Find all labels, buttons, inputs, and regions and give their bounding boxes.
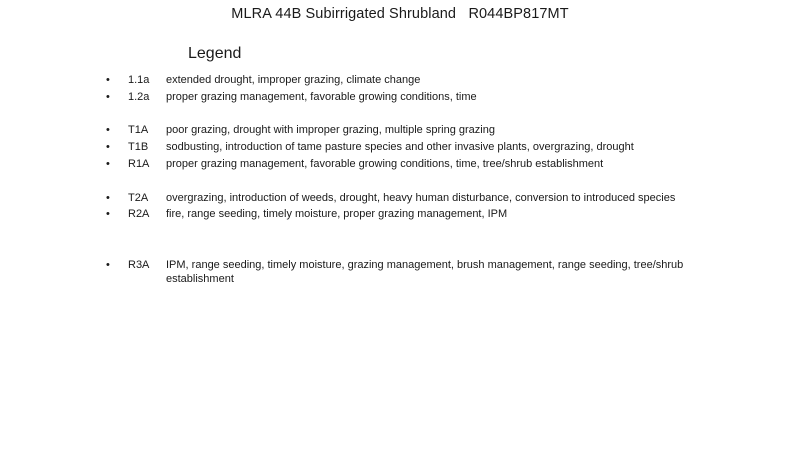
bullet-icon: • xyxy=(106,208,110,220)
bullet-icon: • xyxy=(106,192,110,204)
legend-heading: Legend xyxy=(188,45,242,62)
bullet-icon: • xyxy=(106,158,110,170)
legend-code: T1B xyxy=(128,141,149,153)
bullet-icon: • xyxy=(106,91,110,103)
bullet-icon: • xyxy=(106,124,110,136)
legend-description: proper grazing management, favorable growing conditions, time, tree/shrub establishment xyxy=(166,158,604,170)
bullet-icon: • xyxy=(106,259,110,271)
legend-code: T2A xyxy=(128,192,149,204)
legend-code: R3A xyxy=(128,259,150,271)
legend-code: T1A xyxy=(128,124,149,136)
legend-code: R1A xyxy=(128,158,150,170)
bullet-icon: • xyxy=(106,141,110,153)
legend-description: IPM, range seeding, timely moisture, grazing management, brush management, range seeding, tree/shrub establishment xyxy=(166,259,684,285)
slide-title: MLRA 44B Subirrigated Shrubland R044BP817MT xyxy=(231,6,569,22)
bullet-icon: • xyxy=(106,74,110,86)
legend-code: R2A xyxy=(128,208,150,220)
legend-code: 1.1a xyxy=(128,74,150,86)
legend-description: extended drought, improper grazing, climate change xyxy=(166,74,421,86)
legend-description: poor grazing, drought with improper grazing, multiple spring grazing xyxy=(166,124,495,136)
legend-description: sodbusting, introduction of tame pasture species and other invasive plants, overgrazing, drought xyxy=(166,141,634,153)
legend-description: overgrazing, introduction of weeds, drought, heavy human disturbance, conversion to introduced species xyxy=(166,192,676,204)
legend-description: fire, range seeding, timely moisture, proper grazing management, IPM xyxy=(166,208,508,220)
legend-code: 1.2a xyxy=(128,91,150,103)
legend-description: proper grazing management, favorable growing conditions, time xyxy=(166,91,477,103)
